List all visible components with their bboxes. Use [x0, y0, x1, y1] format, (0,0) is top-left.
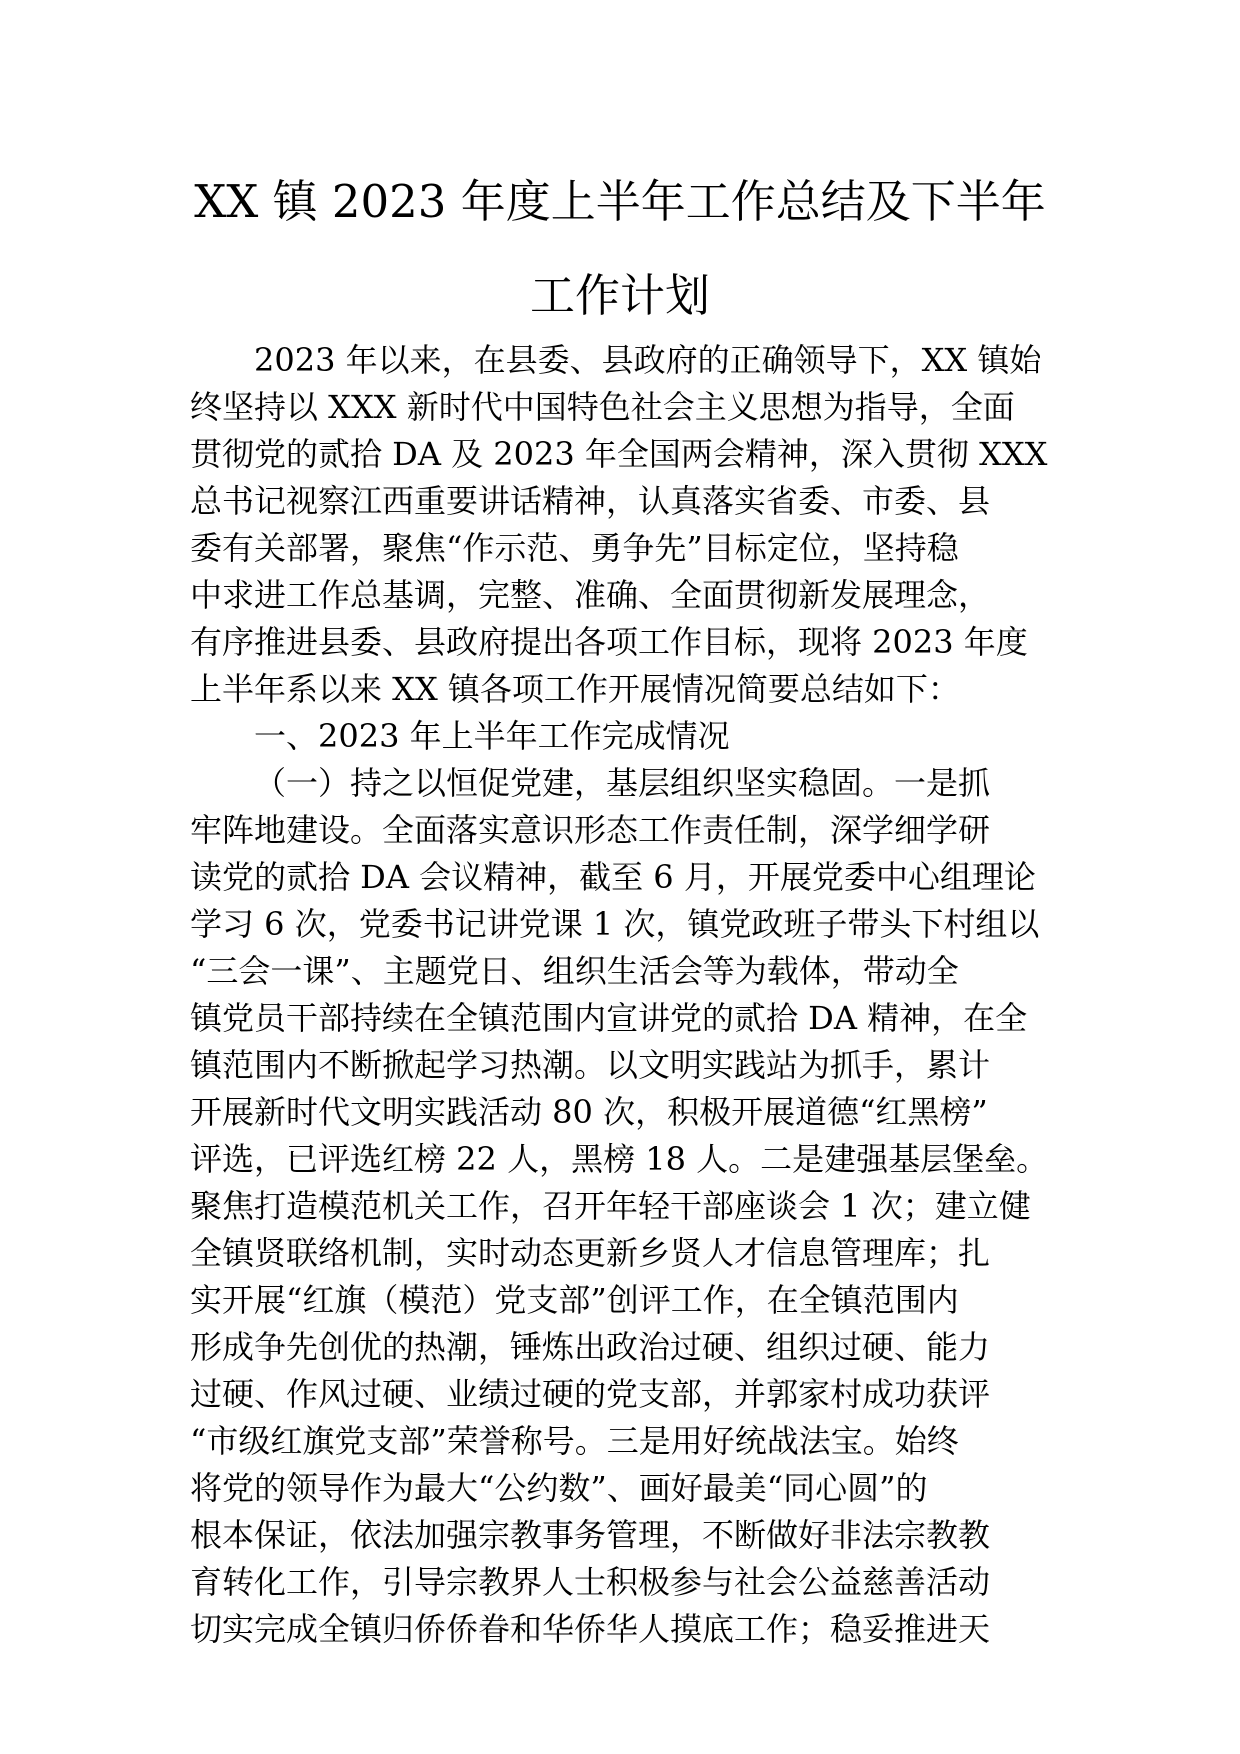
document-title-line-1: XX 镇 2023 年度上半年工作总结及下半年 — [194, 175, 1046, 228]
paragraph-line: 实开展“红旗（模范）党支部”创评工作，在全镇范围内 — [190, 1281, 959, 1319]
paragraph-line: （一）持之以恒促党建，基层组织坚实稳固。一是抓 — [254, 764, 991, 802]
section-heading: 一、2023 年上半年工作完成情况 — [254, 717, 730, 755]
paragraph-line: 根本保证，依法加强宗教事务管理，不断做好非法宗教教 — [190, 1516, 991, 1554]
paragraph-line: 终坚持以 XXX 新时代中国特色社会主义思想为指导，全面 — [190, 388, 1015, 426]
paragraph-line: 切实完成全镇归侨侨眷和华侨华人摸底工作；稳妥推进天 — [190, 1610, 991, 1648]
paragraph-line: 中求进工作总基调，完整、准确、全面贯彻新发展理念， — [190, 576, 991, 614]
paragraph-line: 将党的领导作为最大“公约数”、画好最美“同心圆”的 — [190, 1469, 928, 1507]
paragraph-line: “市级红旗党支部”荣誉称号。三是用好统战法宝。始终 — [190, 1422, 959, 1460]
paragraph-line: 育转化工作，引导宗教界人士积极参与社会公益慈善活动 — [190, 1563, 991, 1601]
paragraph-line: 读党的贰拾 DA 会议精神，截至 6 月，开展党委中心组理论 — [190, 858, 1036, 896]
paragraph-line: 镇党员干部持续在全镇范围内宣讲党的贰拾 DA 精神，在全 — [190, 999, 1028, 1037]
paragraph-line: 学习 6 次，党委书记讲党课 1 次，镇党政班子带头下村组以 — [190, 905, 1040, 943]
paragraph-line: 评选，已评选红榜 22 人，黑榜 18 人。二是建强基层堡垒。 — [190, 1140, 1049, 1178]
document-title-line-2: 工作计划 — [529, 269, 710, 322]
document-body — [190, 337, 1055, 1653]
paragraph-line: 委有关部署，聚焦“作示范、勇争先”目标定位，坚持稳 — [190, 529, 959, 567]
paragraph-line: 镇范围内不断掀起学习热潮。以文明实践站为抓手，累计 — [190, 1046, 991, 1084]
paragraph-line: 开展新时代文明实践活动 80 次，积极开展道德“红黑榜” — [190, 1093, 988, 1131]
paragraph-line: 2023 年以来，在县委、县政府的正确领导下，XX 镇始 — [254, 341, 1042, 379]
paragraph-line: 牢阵地建设。全面落实意识形态工作责任制，深学细学研 — [190, 811, 991, 849]
paragraph-line: “三会一课”、主题党日、组织生活会等为载体，带动全 — [190, 952, 959, 990]
paragraph-line: 过硬、作风过硬、业绩过硬的党支部，并郭家村成功获评 — [190, 1375, 991, 1413]
paragraph-line: 总书记视察江西重要讲话精神，认真落实省委、市委、县 — [190, 482, 991, 520]
paragraph-line: 贯彻党的贰拾 DA 及 2023 年全国两会精神，深入贯彻 XXX — [190, 435, 1048, 473]
paragraph-line: 上半年系以来 XX 镇各项工作开展情况简要总结如下： — [190, 670, 960, 708]
paragraph-line: 形成争先创优的热潮，锤炼出政治过硬、组织过硬、能力 — [190, 1328, 991, 1366]
paragraph-line: 有序推进县委、县政府提出各项工作目标，现将 2023 年度 — [190, 623, 1028, 661]
paragraph-line: 全镇贤联络机制，实时动态更新乡贤人才信息管理库；扎 — [190, 1234, 991, 1272]
paragraph-line: 聚焦打造模范机关工作，召开年轻干部座谈会 1 次；建立健 — [190, 1187, 1031, 1225]
